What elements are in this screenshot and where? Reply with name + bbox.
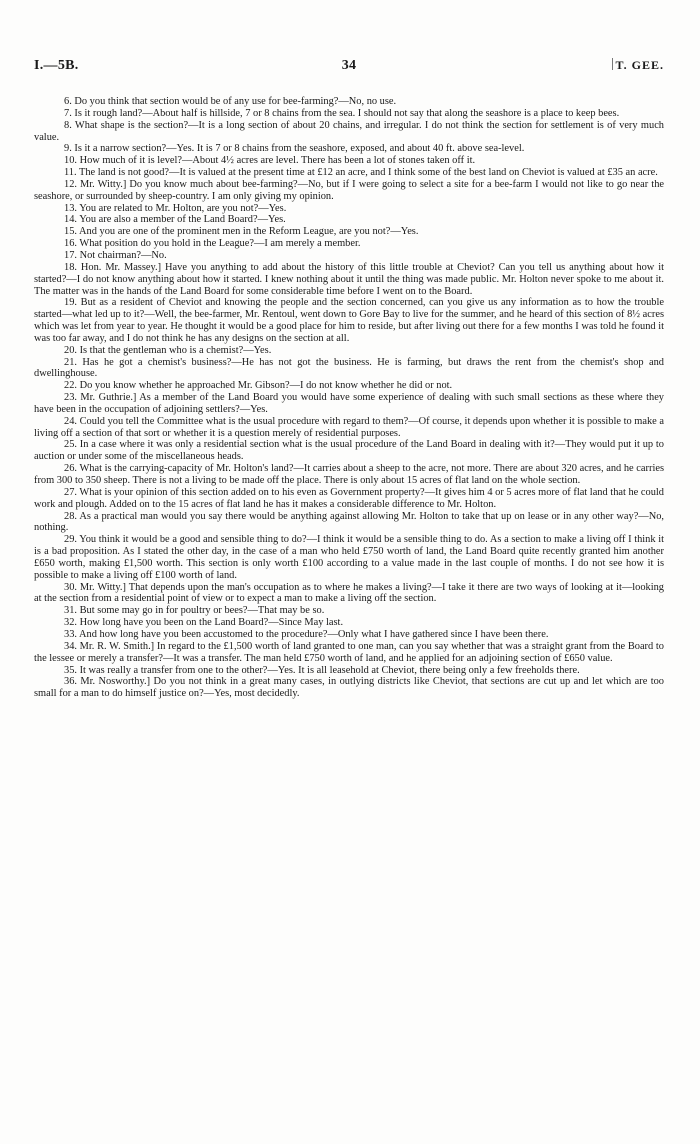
testimony-paragraph: 31. But some may go in for poultry or bees?—That may be so. (64, 605, 325, 617)
testimony-paragraph: 8. What shape is the section?—It is a long section of about 20 chains, and irregular. I do not think the section for settlement is of very much value. (34, 119, 664, 143)
testimony-paragraph: 27. What is your opinion of this section added on to his even as Government property?—It gives him 4 or 5 acres more of flat land that he could work and plough. Added on to the 15 acres of flat land he has it makes a considerable difference to Mr. Holton. (34, 486, 664, 510)
testimony-paragraph: 16. What position do you hold in the League?—I am merely a member. (64, 238, 361, 250)
testimony-paragraph: 32. How long have you been on the Land Board?—Since May last. (64, 617, 344, 629)
testimony-paragraph: 30. Mr. Witty.] That depends upon the man's occupation as to where he makes a living?—I take it there are two ways of looking at it—looking at the section from a residential point of view or to expect a man to make a living off the section. (34, 581, 664, 605)
witness-name (612, 58, 664, 73)
testimony-paragraph: 24. Could you tell the Committee what is the usual procedure with regard to them?—Of course, it depends upon whether it is possible to make a living off a section of that sort or whether it is a question merely of residential purposes. (34, 415, 664, 439)
testimony-paragraph: 18. Hon. Mr. Massey.] Have you anything to add about the history of this little trouble at Cheviot? Can you tell us anything about how it started?—I do not know anything about how it started. I knew nothing about it until the thing was made public. Mr. Holton never spoke to me about it. The matter was in the hands of the Land Board for some considerable time before I went on to the Board. (34, 261, 664, 297)
testimony-paragraph: 25. In a case where it was only a residential section what is the usual procedure of the Land Board in dealing with it?—They would put it up to auction or under some of the miscellaneous heads. (34, 439, 664, 463)
testimony-paragraph: 12. Mr. Witty.] Do you know much about bee-farming?—No, but if I were going to select a site for a bee-farm I would not like to go near the seashore, or surrounded by sheep-country. I am only giving my opinion. (34, 178, 664, 202)
testimony-paragraph: 36. Mr. Nosworthy.] Do you not think in a great many cases, in outlying districts like Cheviot, that sections are cut up and let which are too small for a man to do himself justice on?—Yes, most decidedly. (34, 676, 664, 700)
testimony-paragraph: 20. Is that the gentleman who is a chemist?—Yes. (64, 344, 272, 356)
testimony-paragraph: 14. You are also a member of the Land Board?—Yes. (64, 214, 286, 226)
testimony-paragraph: 17. Not chairman?—No. (64, 249, 167, 261)
testimony-paragraph: 9. Is it a narrow section?—Yes. It is 7 or 8 chains from the seashore, exposed, and about 40 ft. above sea-level. (64, 143, 525, 155)
testimony-paragraph: 23. Mr. Guthrie.] As a member of the Land Board you would have some experience of dealing with such small sections as these where they have been in the occupation of adjoining settlers?—Yes. (34, 392, 664, 415)
testimony-paragraph: 29. You think it would be a good and sensible thing to do?—I think it would be a sensible thing to do. As a section to make a living off I think it is a bad proposition. As I stated the other day, in the case of a man who held £750 worth of land, the Land Board quite recently granted him another £650 worth, making £1,500 worth. This section is only worth £100 according to a value made in the last couple of months. I do not see how it is possible to make a living off £100 worth of land. (34, 534, 664, 581)
testimony-paragraph: 6. Do you think that section would be of any use for bee-farming?—No, no use. (64, 96, 397, 107)
witness-name-text: T. GEE. (615, 58, 664, 72)
header-rule (612, 58, 613, 70)
testimony-paragraph: 26. What is the carrying-capacity of Mr. Holton's land?—It carries about a sheep to the acre, not more. There are about 320 acres, and he carries from 300 to 350 sheep. There is not a living to be made off the place. There is only about 15 acres of flat land on the whole section. (34, 463, 664, 486)
testimony-paragraph: 11. The land is not good?—It is valued at the present time at £12 an acre, and I think some of the best land on Cheviot is valued at £35 an acre. (64, 167, 658, 179)
testimony-paragraph: 13. You are related to Mr. Holton, are you not?—Yes. (64, 202, 287, 214)
page-number: 34 (341, 58, 357, 73)
testimony-paragraph: 10. How much of it is level?—About 4½ acres are level. There has been a lot of stones taken off it. (64, 155, 476, 167)
testimony-paragraph: 21. Has he got a chemist's business?—He has not got the business. He is farming, but draws the rent from the chemist's shop and dwellinghouse. (34, 356, 664, 380)
testimony-paragraph: 22. Do you know whether he approached Mr. Gibson?—I do not know whether he did or not. (64, 380, 453, 392)
testimony-paragraph: 35. It was really a transfer from one to the other?—Yes. It is all leasehold at Cheviot, there being only a few freeholds there. (64, 664, 580, 676)
page-header (34, 58, 664, 80)
testimony-paragraph: 28. As a practical man would you say there would be anything against allowing Mr. Holton to take that up on lease or in any other way?—No, nothing. (34, 510, 664, 534)
document-reference: I.—5B. (34, 58, 79, 73)
testimony-paragraph: 33. And how long have you been accustomed to the procedure?—Only what I have gathered since I have been there. (64, 628, 549, 640)
testimony-paragraph: 19. But as a resident of Cheviot and knowing the people and the section concerned, can you give us any information as to how the trouble started—what led up to it?—Well, the bee-farmer, Mr. Rentoul, went down to Gore Bay to live for the summer, and he heard of this section of 8½ acres which was let from year to year. He thought it would be a good place for him to reside, but after living out there for a few months I was told he found it was too far away, and I do not think he has any designs on the section at all. (34, 297, 664, 344)
testimony-paragraph: 34. Mr. R. W. Smith.] In regard to the £1,500 worth of land granted to one man, can you say whether that was a straight grant from the Board to the lessee or merely a transfer?—It was a transfer. The man held £750 worth of land, and he applied for an adjoining section of £650 value. (34, 640, 664, 664)
testimony-paragraph: 7. Is it rough land?—About half is hillside, 7 or 8 chains from the sea. I should not say that along the seashore is a place to keep bees. (64, 107, 620, 119)
testimony-paragraph: 15. And you are one of the prominent men in the Reform League, are you not?—Yes. (64, 226, 419, 238)
testimony-body (34, 96, 664, 700)
